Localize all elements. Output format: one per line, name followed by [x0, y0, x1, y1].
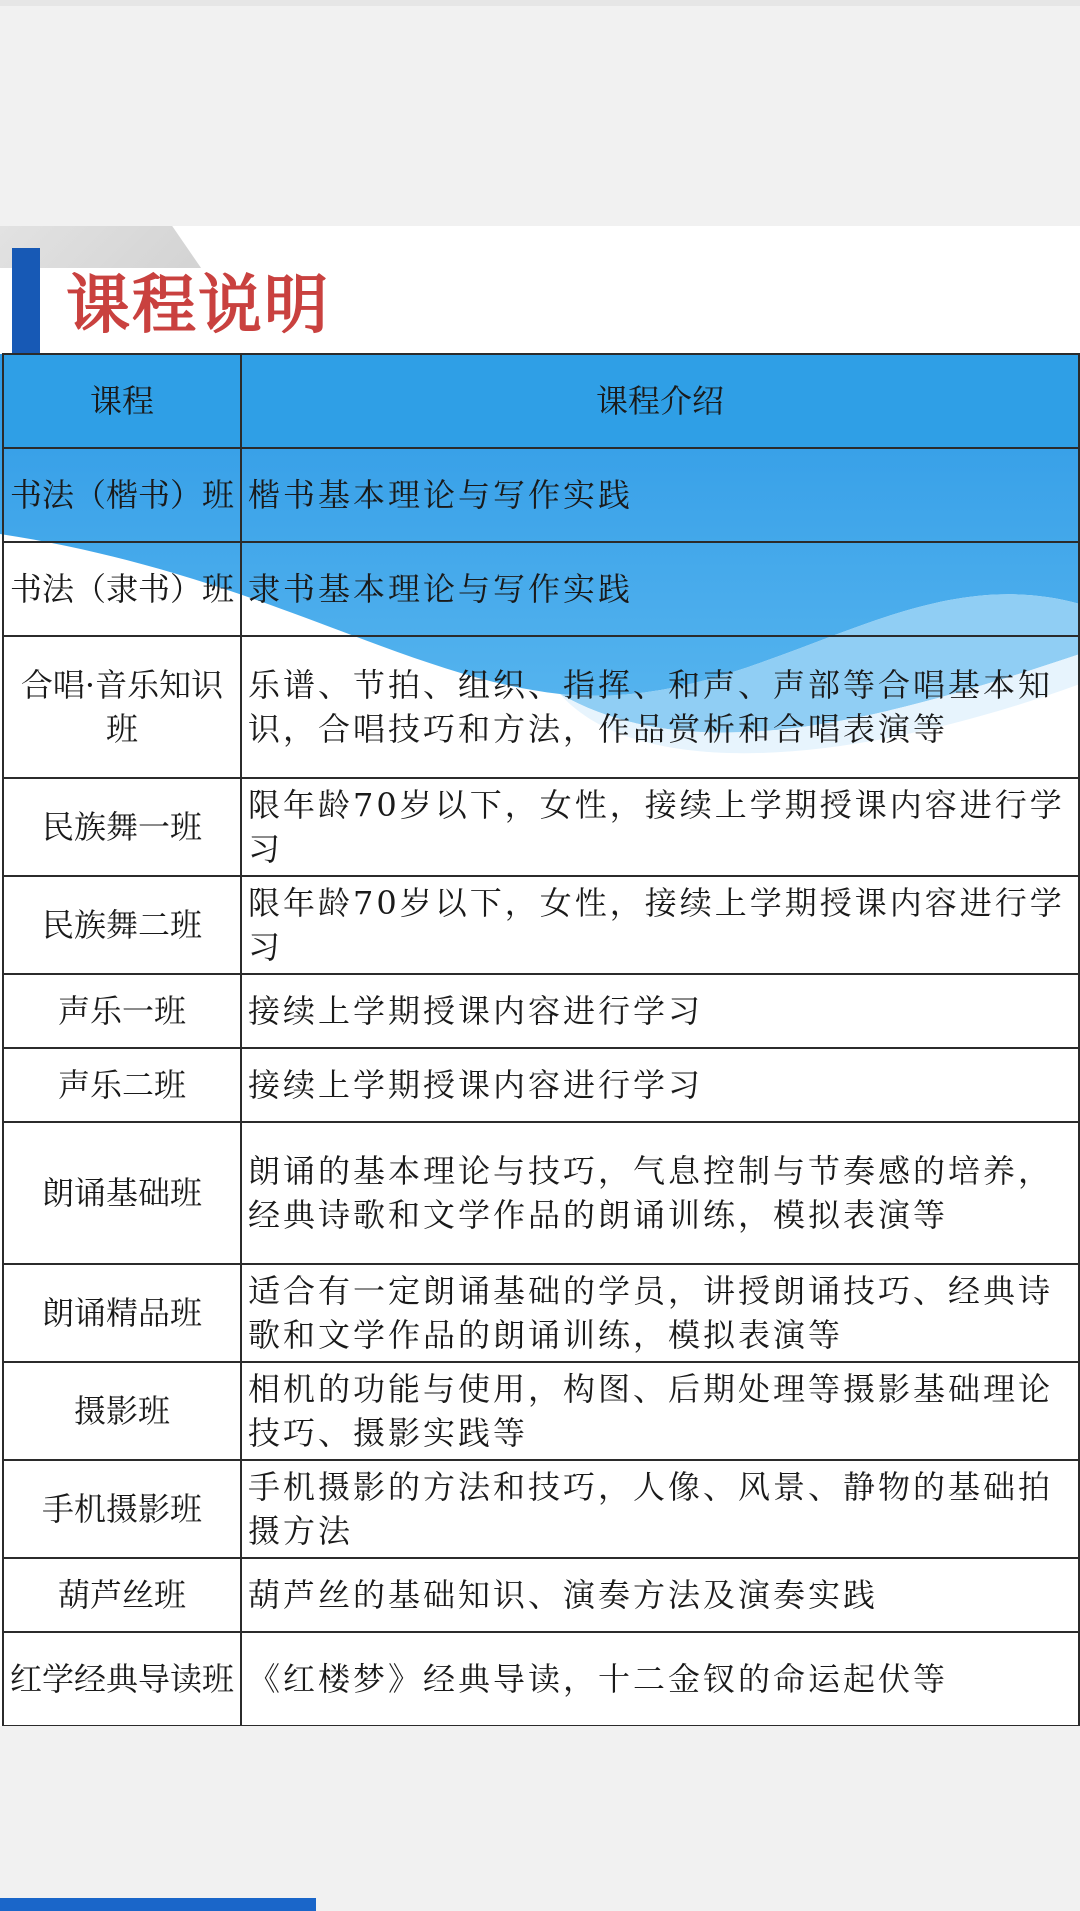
course-name: 书法（隶书）班	[3, 542, 241, 636]
table-row	[3, 1264, 1079, 1362]
table-row	[3, 1362, 1079, 1460]
course-description: 楷书基本理论与写作实践	[241, 448, 1079, 542]
course-name: 朗诵精品班	[3, 1264, 241, 1362]
course-description: 接续上学期授课内容进行学习	[241, 974, 1079, 1048]
course-description: 乐谱、节拍、组织、指挥、和声、声部等合唱基本知识，合唱技巧和方法，作品赏析和合唱表演等	[241, 636, 1079, 778]
course-table	[2, 353, 1080, 1726]
column-header-description: 课程介绍	[241, 354, 1079, 448]
table-header-row	[3, 354, 1079, 448]
column-header-course: 课程	[3, 354, 241, 448]
course-description: 朗诵的基本理论与技巧，气息控制与节奏感的培养，经典诗歌和文学作品的朗诵训练，模拟表演等	[241, 1122, 1079, 1264]
course-name: 红学经典导读班	[3, 1632, 241, 1726]
page-title: 课程说明	[66, 269, 330, 343]
top-divider	[0, 0, 1080, 6]
course-name: 民族舞二班	[3, 876, 241, 974]
table-row	[3, 1632, 1079, 1726]
table-row	[3, 636, 1079, 778]
course-name: 声乐一班	[3, 974, 241, 1048]
table-row	[3, 778, 1079, 876]
table-row	[3, 974, 1079, 1048]
course-name: 朗诵基础班	[3, 1122, 241, 1264]
table-row	[3, 876, 1079, 974]
course-name: 手机摄影班	[3, 1460, 241, 1558]
course-name: 民族舞一班	[3, 778, 241, 876]
course-description: 隶书基本理论与写作实践	[241, 542, 1079, 636]
course-description: 限年龄70岁以下，女性，接续上学期授课内容进行学习	[241, 876, 1079, 974]
slide	[0, 226, 1080, 1726]
course-description: 手机摄影的方法和技巧，人像、风景、静物的基础拍摄方法	[241, 1460, 1079, 1558]
table-row	[3, 1122, 1079, 1264]
course-name: 声乐二班	[3, 1048, 241, 1122]
course-description: 葫芦丝的基础知识、演奏方法及演奏实践	[241, 1558, 1079, 1632]
course-name: 摄影班	[3, 1362, 241, 1460]
table-row	[3, 1558, 1079, 1632]
footer-accent-bar	[0, 1898, 316, 1911]
course-description: 适合有一定朗诵基础的学员，讲授朗诵技巧、经典诗歌和文学作品的朗诵训练，模拟表演等	[241, 1264, 1079, 1362]
course-name: 书法（楷书）班	[3, 448, 241, 542]
course-description: 接续上学期授课内容进行学习	[241, 1048, 1079, 1122]
course-description: 《红楼梦》经典导读，十二金钗的命运起伏等	[241, 1632, 1079, 1726]
table-row	[3, 448, 1079, 542]
table-row	[3, 1048, 1079, 1122]
course-description: 相机的功能与使用，构图、后期处理等摄影基础理论技巧、摄影实践等	[241, 1362, 1079, 1460]
course-name: 葫芦丝班	[3, 1558, 241, 1632]
course-name: 合唱·音乐知识班	[3, 636, 241, 778]
table-row	[3, 542, 1079, 636]
course-description: 限年龄70岁以下，女性，接续上学期授课内容进行学习	[241, 778, 1079, 876]
table-row	[3, 1460, 1079, 1558]
